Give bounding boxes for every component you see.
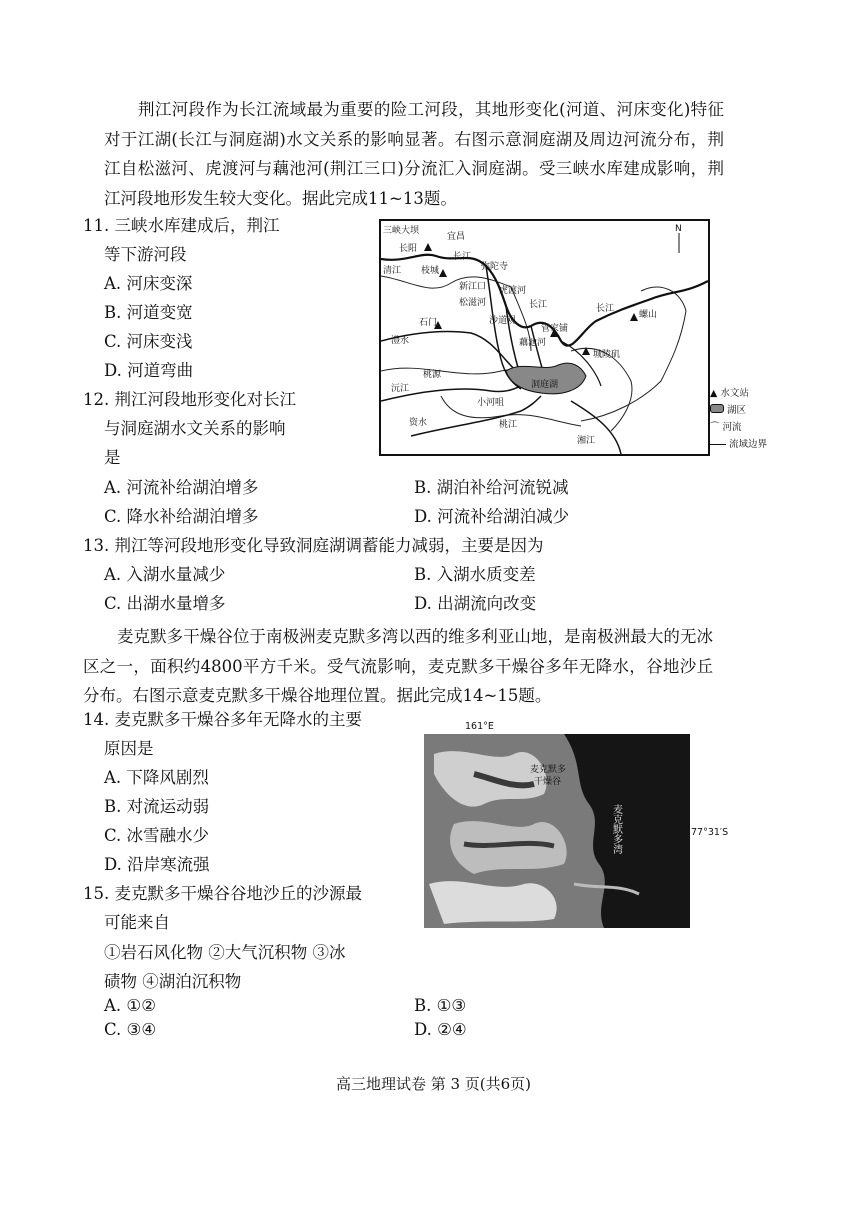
map-label-zhicheng: 枝城 xyxy=(421,266,440,276)
valley-label-1: 麦克默多 xyxy=(530,765,567,775)
mcmurdo-satellite-image xyxy=(424,734,690,928)
lon-label: 161°E xyxy=(465,721,494,732)
bay-label: 麦克默多湾 xyxy=(610,804,622,854)
q13-option-d[interactable]: D. 出湖流向改变 xyxy=(414,594,537,613)
map-label-yuanjiang: 沅江 xyxy=(391,384,410,394)
map-label-changyang: 长阳 xyxy=(399,244,418,254)
map-label-xiaohezui: 小河咀 xyxy=(477,398,505,408)
q11-option-b[interactable]: B. 河道变宽 xyxy=(104,303,193,322)
q15-stem-line2: 可能来自 xyxy=(104,913,170,932)
map-label-xiangjiang: 湘江 xyxy=(577,436,596,446)
valley-label-2: 干燥谷 xyxy=(534,777,562,787)
map-label-yichang: 宜昌 xyxy=(447,232,466,242)
q15-option-b[interactable]: B. ①③ xyxy=(414,996,467,1015)
q11-stem-line2: 等下游河段 xyxy=(104,245,187,264)
boundary-icon xyxy=(710,444,726,445)
dongting-lake-map xyxy=(379,219,710,456)
lat-label: 77°31′S xyxy=(691,827,729,838)
legend-lake: 湖区 xyxy=(710,402,746,416)
map-label-guanjiapu: 管家铺 xyxy=(541,324,569,334)
q15-options-line2: 碛物 ④湖泊沉积物 xyxy=(104,972,242,991)
q12-option-d[interactable]: D. 河流补给湖泊减少 xyxy=(414,507,570,526)
page-footer: 高三地理试卷 第 3 页(共6页) xyxy=(335,1075,532,1093)
q15-option-d[interactable]: D. ②④ xyxy=(414,1020,467,1039)
map-label-luoshan: 螺山 xyxy=(639,310,658,320)
q14-stem-line1: 14. 麦克默多干燥谷多年无降水的主要 xyxy=(83,710,362,729)
map-label-songzi-river: 松滋河 xyxy=(459,298,487,308)
map-label-dongting: 洞庭湖 xyxy=(531,380,559,390)
q12-stem-line3: 是 xyxy=(104,448,121,467)
q13-stem: 13. 荆江等河段地形变化导致洞庭湖调蓄能力减弱，主要是因为 xyxy=(83,536,544,555)
q12-option-b[interactable]: B. 湖泊补给河流锐减 xyxy=(414,478,569,497)
map-label-shimen: 石门 xyxy=(419,318,438,328)
q12-option-a[interactable]: A. 河流补给湖泊增多 xyxy=(104,478,259,497)
map-label-ouchi-river: 藕池河 xyxy=(519,338,547,348)
q11-option-a[interactable]: A. 河床变深 xyxy=(104,274,193,293)
map-label-lishui: 澧水 xyxy=(391,336,410,346)
q15-option-a[interactable]: A. ①② xyxy=(104,996,156,1015)
river-icon: ⌒ xyxy=(710,422,720,433)
q11-option-c[interactable]: C. 河床变浅 xyxy=(104,332,193,351)
legend-boundary: 流域边界 xyxy=(710,436,767,450)
map-label-taojiang: 桃江 xyxy=(499,420,518,430)
map-label-qingjiang: 清江 xyxy=(383,266,402,276)
q12-stem-line2: 与洞庭湖水文关系的影响 xyxy=(104,419,286,438)
map-label-xinjiangkou: 新江口 xyxy=(459,282,487,292)
q13-option-a[interactable]: A. 入湖水量减少 xyxy=(104,565,226,584)
q11-stem-line1: 11. 三峡水库建成后，荆江 xyxy=(83,216,280,235)
map-label-hudu-river: 虎渡河 xyxy=(499,286,527,296)
q13-option-b[interactable]: B. 入湖水质变差 xyxy=(414,565,536,584)
q14-option-a[interactable]: A. 下降风剧烈 xyxy=(104,768,209,787)
q12-stem-line1: 12. 荆江河段地形变化对长江 xyxy=(83,390,296,409)
north-label: N xyxy=(675,224,682,234)
map-label-changjiang-2: 长江 xyxy=(529,300,548,310)
map-label-chenglingji: 城陵矶 xyxy=(593,350,621,360)
q14-option-d[interactable]: D. 沿岸寒流强 xyxy=(104,855,210,874)
legend-river: ⌒ 河流 xyxy=(710,422,742,433)
map-label-zishui: 资水 xyxy=(409,418,428,428)
satellite-svg xyxy=(424,734,690,928)
intro-paragraph-1: 荆江河段作为长江流域最为重要的险工河段，其地形变化(河道、河床变化)特征对于江湖(长江与洞庭湖)水文关系的影响显著。右图示意洞庭湖及周边河流分布，荆江自松滋河、虎渡河与藕池河(荆江三口)分流汇入洞庭湖。受三峡水库建成影响，荆江河段地形发生较大变化。据此完成11~13题。 xyxy=(104,100,724,208)
station-icon: ▲ xyxy=(710,388,718,399)
q11-option-d[interactable]: D. 河道弯曲 xyxy=(104,361,194,380)
lake-icon xyxy=(710,404,724,413)
q14-option-c[interactable]: C. 冰雪融水少 xyxy=(104,826,210,845)
q13-option-c[interactable]: C. 出湖水量增多 xyxy=(104,594,226,613)
map-label-changjiang-1: 长江 xyxy=(453,252,472,262)
q14-stem-line2: 原因是 xyxy=(104,739,154,758)
q12-option-c[interactable]: C. 降水补给湖泊增多 xyxy=(104,507,259,526)
q15-options-line1: ①岩石风化物 ②大气沉积物 ③冰 xyxy=(104,943,346,962)
q14-option-b[interactable]: B. 对流运动弱 xyxy=(104,797,210,816)
map-label-shadaoguan: 沙道观 xyxy=(489,316,517,326)
map-label-dam: 三峡大坝 xyxy=(383,226,420,236)
map-label-taoyuan: 桃源 xyxy=(423,370,442,380)
legend-station: ▲ 水文站 xyxy=(710,388,749,399)
intro-paragraph-2: 麦克默多干燥谷位于南极洲麦克默多湾以西的维多利亚山地，是南极洲最大的无冰区之一，面积约4800平方千米。受气流影响，麦克默多干燥谷多年无降水，谷地沙丘分布。右图示意麦克默多干燥谷地理位置。据此完成14~15题。 xyxy=(83,627,713,705)
q15-option-c[interactable]: C. ③④ xyxy=(104,1020,157,1039)
q15-stem-line1: 15. 麦克默多干燥谷谷地沙丘的沙源最 xyxy=(83,884,362,903)
map-label-changjiang-3: 长江 xyxy=(596,304,615,314)
dongting-map-svg xyxy=(381,221,708,454)
map-label-mitousi: 弥陀寺 xyxy=(481,262,509,272)
